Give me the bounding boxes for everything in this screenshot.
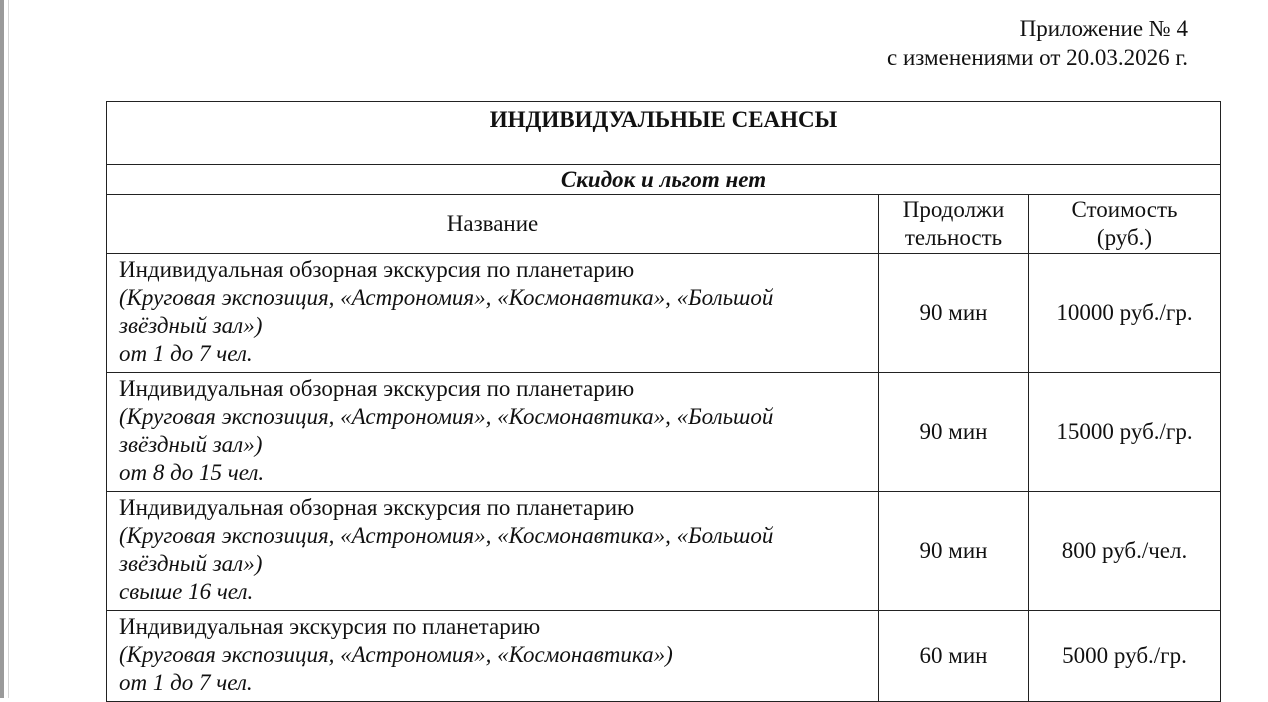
page-left-edge-line bbox=[8, 0, 9, 698]
table-subtitle-row bbox=[107, 165, 1221, 195]
excursion-price: 800 руб./чел. bbox=[1029, 492, 1221, 611]
excursion-name-cell bbox=[107, 254, 879, 373]
excursion-title: Индивидуальная экскурсия по планетарию bbox=[119, 614, 541, 639]
column-header-duration bbox=[879, 195, 1029, 254]
table-row bbox=[107, 373, 1221, 492]
column-header-price-line2: (руб.) bbox=[1096, 225, 1153, 250]
table-header-row bbox=[107, 195, 1221, 254]
amendment-date: с изменениями от 20.03.2026 г. bbox=[887, 45, 1188, 70]
table-row bbox=[107, 611, 1221, 702]
excursion-duration: 90 мин bbox=[879, 492, 1029, 611]
excursion-details-line2: звёздный зал») bbox=[119, 432, 263, 457]
document-header bbox=[887, 14, 1188, 72]
column-header-name bbox=[107, 195, 879, 254]
excursion-group-size: от 8 до 15 чел. bbox=[119, 460, 265, 485]
excursion-details-line1: (Круговая экспозиция, «Астрономия», «Космонавтика», «Большой bbox=[119, 285, 774, 310]
table-title-row bbox=[107, 102, 1221, 165]
excursion-title: Индивидуальная обзорная экскурсия по планетарию bbox=[119, 257, 635, 282]
table-title: ИНДИВИДУАЛЬНЫЕ СЕАНСЫ bbox=[107, 102, 1221, 165]
excursion-price: 15000 руб./гр. bbox=[1029, 373, 1221, 492]
excursion-details-line1: (Круговая экспозиция, «Астрономия», «Космонавтика») bbox=[119, 642, 673, 667]
price-table bbox=[106, 101, 1221, 702]
appendix-number: Приложение № 4 bbox=[1019, 16, 1188, 41]
excursion-duration: 60 мин bbox=[879, 611, 1029, 702]
column-header-name-label: Название bbox=[446, 211, 539, 236]
table-subtitle: Скидок и льгот нет bbox=[107, 165, 1221, 195]
excursion-price: 5000 руб./гр. bbox=[1029, 611, 1221, 702]
excursion-group-size: свыше 16 чел. bbox=[119, 579, 254, 604]
excursion-duration: 90 мин bbox=[879, 254, 1029, 373]
table-row bbox=[107, 492, 1221, 611]
excursion-name-cell bbox=[107, 611, 879, 702]
excursion-group-size: от 1 до 7 чел. bbox=[119, 670, 253, 695]
column-header-duration-line2: тельность bbox=[904, 225, 1003, 250]
table-row bbox=[107, 254, 1221, 373]
excursion-details-line1: (Круговая экспозиция, «Астрономия», «Космонавтика», «Большой bbox=[119, 404, 774, 429]
excursion-details-line2: звёздный зал») bbox=[119, 313, 263, 338]
excursion-details-line2: звёздный зал») bbox=[119, 551, 263, 576]
page-left-edge bbox=[0, 0, 4, 698]
excursion-title: Индивидуальная обзорная экскурсия по планетарию bbox=[119, 376, 635, 401]
excursion-details-line1: (Круговая экспозиция, «Астрономия», «Космонавтика», «Большой bbox=[119, 523, 774, 548]
excursion-name-cell bbox=[107, 492, 879, 611]
excursion-price: 10000 руб./гр. bbox=[1029, 254, 1221, 373]
column-header-price bbox=[1029, 195, 1221, 254]
column-header-price-line1: Стоимость bbox=[1071, 197, 1178, 222]
column-header-duration-line1: Продолжи bbox=[902, 197, 1005, 222]
excursion-name-cell bbox=[107, 373, 879, 492]
excursion-group-size: от 1 до 7 чел. bbox=[119, 341, 253, 366]
excursion-title: Индивидуальная обзорная экскурсия по планетарию bbox=[119, 495, 635, 520]
excursion-duration: 90 мин bbox=[879, 373, 1029, 492]
